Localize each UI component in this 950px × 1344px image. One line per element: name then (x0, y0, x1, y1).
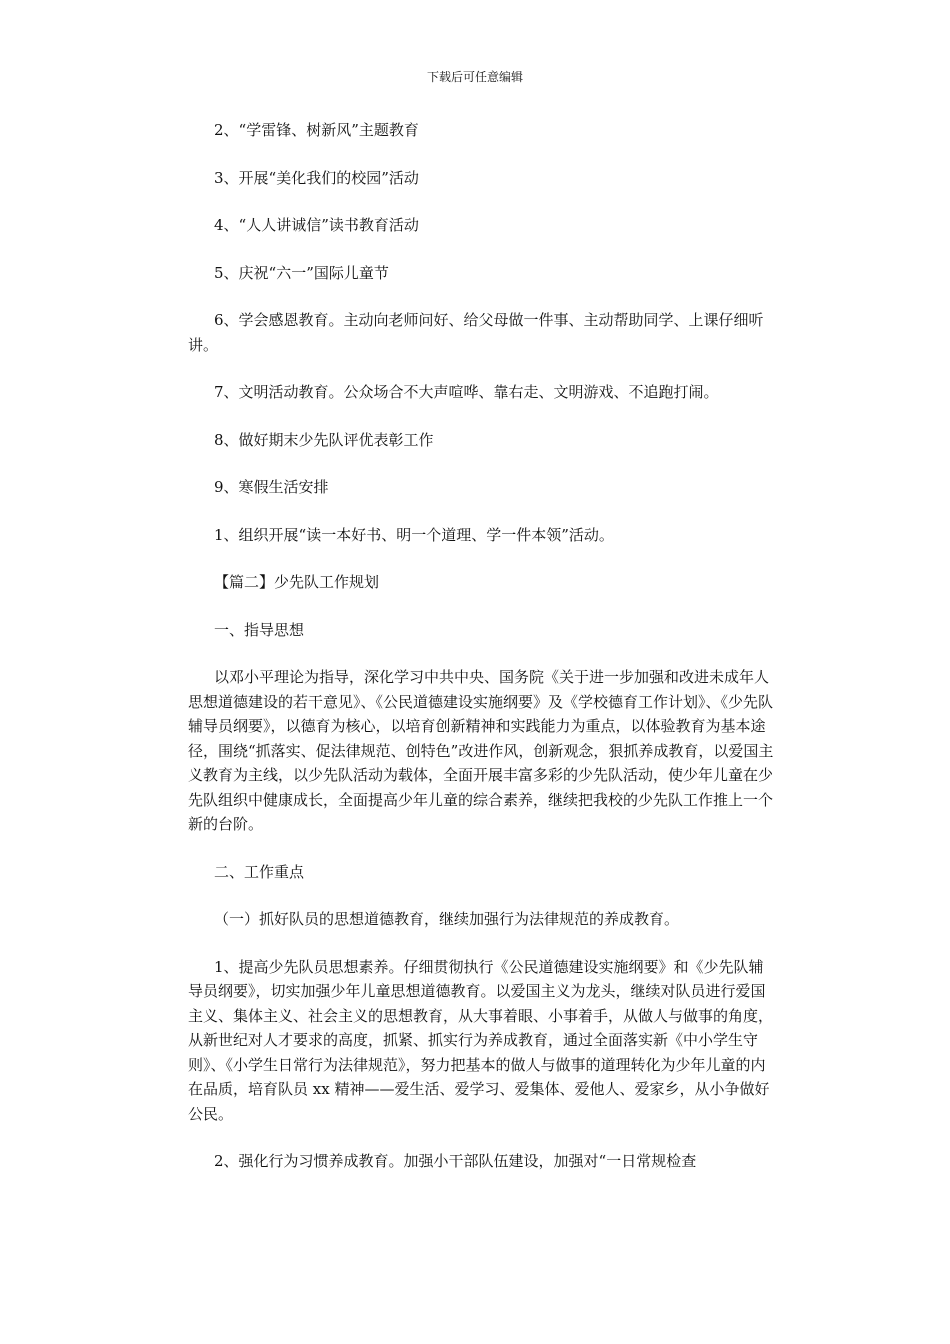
list-item: 5、庆祝“六一”国际儿童节 (214, 263, 389, 282)
section-heading: 一、指导思想 (214, 620, 305, 639)
section-title: 【篇二】少先队工作规划 (214, 573, 380, 591)
subsection-heading: （一）抓好队员的思想道德教育，继续加强行为法律规范的养成教育。 (214, 910, 680, 928)
body-paragraph: 1、提高少先队员思想素养。仔细贯彻执行《公民道德建设实施纲要》和《少先队辅导员纲要》，切实加强少年儿童思想道德教育。以爱国主义为龙头，继续对队员进行爱国主义、集体主义、社会主义的思想教育，从大事着眼、小事着手，从做人与做事的角度，从新世纪对人才要求的高度，抓紧、抓实行为养成教育，通过全面落实新《中小学生守则》、《小学生日常行为法律规范》，努力把基本的做人与做事的道理转化为少年儿童的内在品质，培育队员 xx 精神——爱生活、爱学习、爱集体、爱他人、爱家乡，从小争做好公民。 (188, 957, 774, 1123)
list-item: 6、学会感恩教育。主动向老师问好、给父母做一件事、主动帮助同学、上课仔细听讲。 (188, 311, 764, 354)
list-item: 7、文明活动教育。公众场合不大声喧哗、靠右走、文明游戏、不追跑打闹。 (214, 383, 719, 401)
list-item: 2、“学雷锋、树新风”主题教育 (214, 121, 419, 139)
body-paragraph: 2、强化行为习惯养成教育。加强小干部队伍建设，加强对“一日常规检查 (214, 1152, 697, 1170)
list-item: 8、做好期末少先队评优表彰工作 (214, 430, 434, 449)
body-paragraph: 以邓小平理论为指导，深化学习中共中央、国务院《关于进一步加强和改进未成年人思想道德建设的若干意见》、《公民道德建设实施纲要》及《学校德育工作计划》、《少先队辅导员纲要》，以德育为核心，以培育创新精神和实践能力为重点，以体验教育为基本途径，围绕“抓落实、促法律规范、创特色”改进作风，创新观念，狠抓养成教育，以爱国主义教育为主线，以少先队活动为载体，全面开展丰富多彩的少先队活动，使少年儿童在少先队组织中健康成长，全面提高少年儿童的综合素养，继续把我校的少先队工作推上一个新的台阶。 (188, 668, 774, 833)
list-item: 3、开展“美化我们的校园”活动 (214, 168, 419, 187)
document-body (188, 118, 778, 1197)
page-header: 下载后可任意编辑 (426, 70, 523, 84)
list-item: 1、组织开展“读一本好书、明一个道理、学一件本领”活动。 (214, 525, 614, 544)
section-heading: 二、工作重点 (214, 862, 305, 881)
list-item: 4、“人人讲诚信”读书教育活动 (214, 216, 419, 234)
list-item: 9、寒假生活安排 (214, 478, 329, 496)
